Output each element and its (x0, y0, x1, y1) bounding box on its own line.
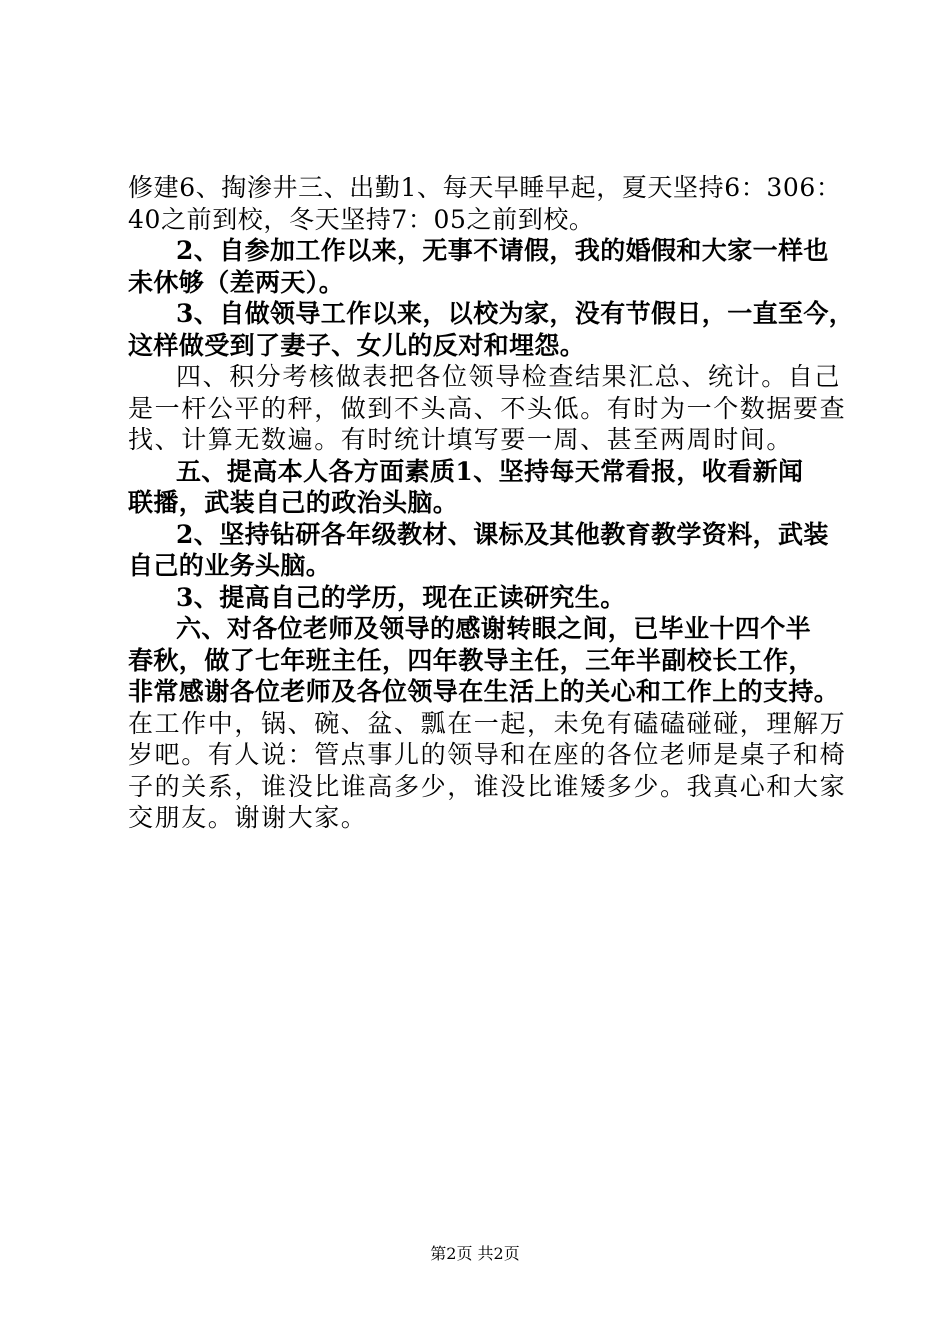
text-line: 五、提高本人各方面素质1、坚持每天常看报，收看新闻 (176, 456, 804, 486)
text-line: 四、积分考核做表把各位领导检查结果汇总、统计。自己 (176, 362, 842, 391)
text-line: 自己的业务头脑。 (128, 551, 332, 580)
text-line: 修建6、掏渗井三、出勤1、每天早睡早起，夏天坚持6：306： (128, 173, 842, 202)
page-number: 第2页 共2页 (430, 1244, 520, 1263)
text-line: 这样做受到了妻子、女儿的反对和埋怨。 (128, 330, 586, 360)
text-line: 找、计算无数遍。有时统计填写要一周、甚至两周时间。 (128, 425, 794, 454)
text-line: 春秋，做了七年班主任，四年教导主任，三年半副校长工作， (128, 645, 814, 675)
text-line: 3、自做领导工作以来，以校为家，没有节假日，一直至今， (176, 299, 855, 328)
text-line: 3、提高自己的学历，现在正读研究生。 (176, 582, 626, 612)
text-line: 未休够（差两天）。 (128, 267, 345, 297)
text-line: 是一杆公平的秤，做到不头高、不头低。有时为一个数据要查 (128, 393, 847, 423)
text-line: 在工作中，锅、碗、盆、瓢在一起，未免有磕磕碰碰，理解万 (128, 708, 847, 738)
text-line: 2、坚持钻研各年级教材、课标及其他教育教学资料，武装 (176, 519, 829, 549)
text-line: 联播，武装自己的政治头脑。 (128, 488, 459, 517)
text-line: 2、自参加工作以来，无事不请假，我的婚假和大家一样也 (176, 236, 829, 265)
text-line: 交朋友。谢谢大家。 (128, 803, 368, 832)
text-line: 40之前到校，冬天坚持7：05之前到校。 (128, 204, 595, 234)
text-line: 子的关系，谁没比谁高多少，谁没比谁矮多少。我真心和大家 (128, 771, 847, 801)
text-line: 六、对各位老师及领导的感谢转眼之间，已毕业十四个半 (176, 614, 812, 643)
document-body (128, 172, 855, 834)
text-line: 岁吧。有人说：管点事儿的领导和在座的各位老师是桌子和椅 (128, 740, 847, 769)
text-line: 非常感谢各位老师及各位领导在生活上的关心和工作上的支持。 (128, 677, 840, 706)
